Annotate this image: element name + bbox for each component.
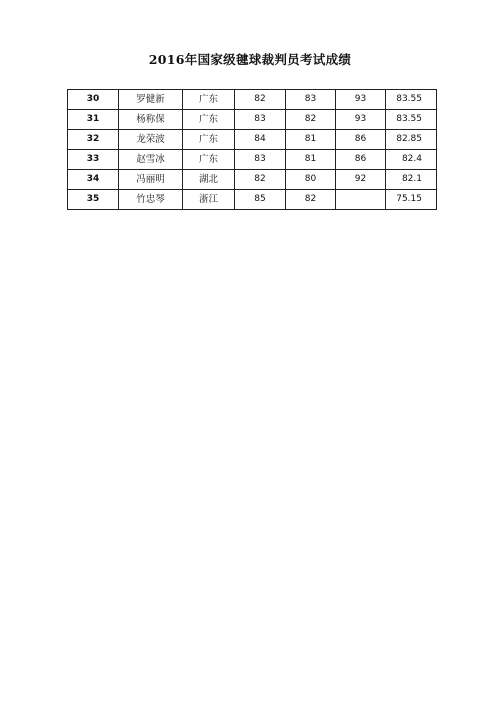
score-2-cell: 83 <box>286 90 336 110</box>
name-cell: 竹忠琴 <box>119 190 183 210</box>
row-number-cell: 34 <box>68 170 119 190</box>
table-row <box>68 110 437 130</box>
table-row <box>68 190 437 210</box>
total-score-cell: 83.55 <box>386 90 437 110</box>
region-cell: 广东 <box>183 110 235 130</box>
page-title: 2016年国家级毽球裁判员考试成绩 <box>148 52 352 67</box>
row-number-cell: 33 <box>68 150 119 170</box>
total-score-cell: 82.4 <box>386 150 437 170</box>
score-1-cell: 82 <box>235 170 286 190</box>
row-number-cell: 30 <box>68 90 119 110</box>
score-2-cell: 81 <box>286 150 336 170</box>
total-score-cell: 75.15 <box>386 190 437 210</box>
region-cell: 广东 <box>183 130 235 150</box>
name-cell: 罗健新 <box>119 90 183 110</box>
table-row <box>68 130 437 150</box>
score-1-cell: 82 <box>235 90 286 110</box>
name-cell: 冯丽明 <box>119 170 183 190</box>
name-cell: 赵雪冰 <box>119 150 183 170</box>
total-score-cell: 83.55 <box>386 110 437 130</box>
score-3-cell: 93 <box>336 110 386 130</box>
score-1-cell: 84 <box>235 130 286 150</box>
region-cell: 广东 <box>183 150 235 170</box>
name-cell: 龙荣波 <box>119 130 183 150</box>
region-cell: 浙江 <box>183 190 235 210</box>
score-2-cell: 82 <box>286 190 336 210</box>
name-cell: 杨称保 <box>119 110 183 130</box>
row-number-cell: 32 <box>68 130 119 150</box>
scores-table <box>67 89 437 210</box>
total-score-cell: 82.1 <box>386 170 437 190</box>
score-2-cell: 80 <box>286 170 336 190</box>
table-row <box>68 170 437 190</box>
region-cell: 广东 <box>183 90 235 110</box>
score-3-cell <box>336 190 386 210</box>
table-row <box>68 90 437 110</box>
row-number-cell: 31 <box>68 110 119 130</box>
score-3-cell: 86 <box>336 150 386 170</box>
score-1-cell: 83 <box>235 150 286 170</box>
row-number-cell: 35 <box>68 190 119 210</box>
score-3-cell: 93 <box>336 90 386 110</box>
score-3-cell: 92 <box>336 170 386 190</box>
region-cell: 湖北 <box>183 170 235 190</box>
score-2-cell: 82 <box>286 110 336 130</box>
score-3-cell: 86 <box>336 130 386 150</box>
score-1-cell: 85 <box>235 190 286 210</box>
score-2-cell: 81 <box>286 130 336 150</box>
score-1-cell: 83 <box>235 110 286 130</box>
total-score-cell: 82.85 <box>386 130 437 150</box>
table-row <box>68 150 437 170</box>
